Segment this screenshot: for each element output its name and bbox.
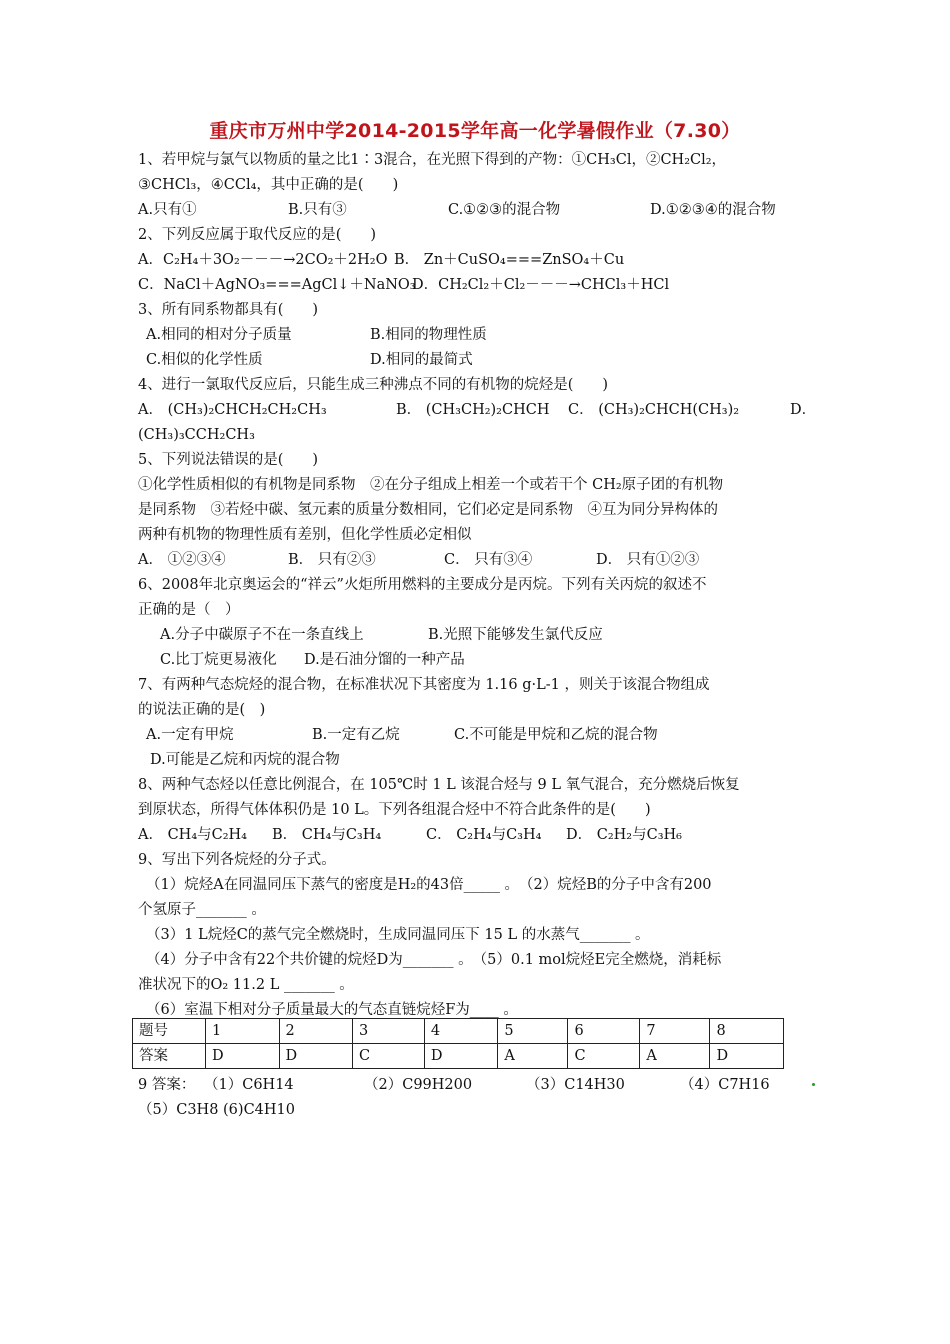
q6-option-a: A.分子中碳原子不在一条直线上: [160, 627, 364, 643]
q8-option-c: C． C₂H₄与C₃H₄: [426, 827, 542, 843]
q2-option-a: A．C₂H₄＋3O₂－－－→2CO₂＋2H₂O: [138, 252, 388, 268]
table-cell: D: [424, 1044, 498, 1069]
q2-option-c: C．NaCl＋AgNO₃===AgCl↓＋NaNO₃: [138, 277, 416, 293]
answer9-part1: （1）C6H14: [204, 1077, 294, 1093]
q2-option-d: D．CH₂Cl₂＋Cl₂－－－→CHCl₃＋HCl: [412, 277, 670, 293]
q1-option-b: B.只有③: [288, 202, 347, 218]
decorative-dot: [812, 1083, 815, 1086]
q7-option-b: B.一定有乙烷: [312, 727, 400, 743]
table-cell: 4: [424, 1019, 498, 1044]
q8-option-a: A． CH₄与C₂H₄: [138, 827, 247, 843]
table-header-question: 题号: [133, 1019, 206, 1044]
q5-stem: 5、下列说法错误的是( ): [138, 452, 319, 468]
table-cell: D: [710, 1044, 784, 1069]
table-cell: C: [568, 1044, 640, 1069]
q6-option-c: C.比丁烷更易液化: [160, 652, 277, 668]
q7-option-a: A.一定有甲烷: [146, 727, 234, 743]
q4-option-a: A． (CH₃)₂CHCH₂CH₂CH₃: [138, 402, 327, 418]
q9-stem: 9、写出下列各烷烃的分子式。: [138, 852, 336, 868]
q7-option-d: D.可能是乙烷和丙烷的混合物: [150, 752, 340, 768]
q3-option-c: C.相似的化学性质: [146, 352, 263, 368]
q9-part3: （3）1 L烷烃C的蒸气完全燃烧时，生成同温同压下 15 L 的水蒸气_______ 。: [146, 927, 650, 943]
q5-option-b: B． 只有②③: [288, 552, 376, 568]
answer9-part3: （3）C14H30: [526, 1077, 625, 1093]
q9-part1: （1）烷烃A在同温同压下蒸气的密度是H₂的43倍_____ 。 （2）烷烃B的分子中含有200: [146, 877, 712, 893]
q7-line2: 的说法正确的是( ): [138, 702, 266, 718]
q5-line1: ①化学性质相似的有机物是同系物 ②在分子组成上相差一个或若干个 CH₂原子团的有机物: [138, 477, 724, 493]
q8-line1: 8、两种气态烃以任意比例混合，在 105℃时 1 L 该混合烃与 9 L 氧气混合，充分燃烧后恢复: [138, 777, 740, 793]
q4-option-d-formula: (CH₃)₃CCH₂CH₃: [138, 427, 255, 443]
q8-option-b: B． CH₄与C₃H₄: [272, 827, 382, 843]
q4-option-d: D．: [790, 402, 817, 418]
q6-option-d: D.是石油分馏的一种产品: [304, 652, 465, 668]
q5-option-c: C． 只有③④: [444, 552, 533, 568]
page-title: 重庆市万州中学2014-2015学年高一化学暑假作业（7.30）: [209, 120, 741, 142]
q9-part4: （4）分子中含有22个共价键的烷烃D为_______ 。 （5）0.1 mol烷烃E完全燃烧，消耗标: [146, 952, 722, 968]
q6-line2: 正确的是（ ）: [138, 602, 240, 618]
q3-option-b: B.相同的物理性质: [370, 327, 487, 343]
q2-stem: 2、下列反应属于取代反应的是( ): [138, 227, 377, 243]
q1-line1: 1、若甲烷与氯气以物质的量之比1∶3混合，在光照下得到的产物：①CH₃Cl，②CH₂Cl₂，: [138, 152, 727, 168]
answer9-label: 9 答案：: [138, 1077, 196, 1093]
q5-line2: 是同系物 ③若烃中碳、氢元素的质量分数相同，它们必定是同系物 ④互为同分异构体的: [138, 502, 718, 518]
q1-option-d: D.①②③④的混合物: [650, 202, 776, 218]
table-cell: 5: [498, 1019, 568, 1044]
answer9-part5-6: （5）C3H8 (6)C4H10: [138, 1102, 295, 1118]
table-row: [133, 1019, 784, 1044]
q8-option-d: D． C₂H₂与C₃H₆: [566, 827, 682, 843]
q6-line1: 6、2008年北京奥运会的“祥云”火炬所用燃料的主要成分是丙烷。下列有关丙烷的叙述不: [138, 577, 707, 593]
q1-option-a: A.只有①: [138, 202, 197, 218]
q7-line1: 7、有两种气态烷烃的混合物，在标准状况下其密度为 1.16 g·L-1 ，则关于该混合物组成: [138, 677, 710, 693]
table-cell: D: [279, 1044, 353, 1069]
table-cell: 3: [353, 1019, 425, 1044]
q9-part6: （6）室温下相对分子质量最大的气态直链烷烃F为____ 。: [146, 1002, 518, 1018]
q1-line2: ③CHCl₃，④CCl₄，其中正确的是( ): [138, 177, 399, 193]
table-cell: 6: [568, 1019, 640, 1044]
table-cell: 1: [206, 1019, 280, 1044]
q8-line2: 到原状态，所得气体体积仍是 10 L。下列各组混合烃中不符合此条件的是( ): [138, 802, 651, 818]
q6-option-b: B.光照下能够发生氯代反应: [428, 627, 603, 643]
q3-option-a: A.相同的相对分子质量: [146, 327, 292, 343]
q5-option-a: A． ①②③④: [138, 552, 226, 568]
q9-part1-cont: 个氢原子_______ 。: [138, 902, 266, 918]
table-cell: D: [206, 1044, 280, 1069]
q4-option-b: B． (CH₃CH₂)₂CHCH: [396, 402, 550, 418]
answer9-part2: （2）C99H200: [364, 1077, 473, 1093]
answer-table: [132, 1018, 784, 1069]
q9-part4-cont: 准状况下的O₂ 11.2 L _______ 。: [138, 977, 354, 993]
table-row: [133, 1044, 784, 1069]
q3-stem: 3、所有同系物都具有( ): [138, 302, 319, 318]
table-cell: 7: [640, 1019, 710, 1044]
answer9-part4: （4）C7H16: [680, 1077, 770, 1093]
table-cell: C: [353, 1044, 425, 1069]
q5-option-d: D． 只有①②③: [596, 552, 700, 568]
table-cell: 8: [710, 1019, 784, 1044]
table-cell: 2: [279, 1019, 353, 1044]
q1-option-c: C.①②③的混合物: [448, 202, 561, 218]
q2-option-b: B． Zn＋CuSO₄===ZnSO₄＋Cu: [394, 252, 625, 268]
q7-option-c: C.不可能是甲烷和乙烷的混合物: [454, 727, 658, 743]
table-cell: A: [640, 1044, 710, 1069]
q3-option-d: D.相同的最简式: [370, 352, 473, 368]
table-header-answer: 答案: [133, 1044, 206, 1069]
q4-stem: 4、进行一氯取代反应后，只能生成三种沸点不同的有机物的烷烃是( ): [138, 377, 609, 393]
q5-line3: 两种有机物的物理性质有差别，但化学性质必定相似: [138, 527, 472, 543]
q4-option-c: C． (CH₃)₂CHCH(CH₃)₂: [568, 402, 740, 418]
table-cell: A: [498, 1044, 568, 1069]
